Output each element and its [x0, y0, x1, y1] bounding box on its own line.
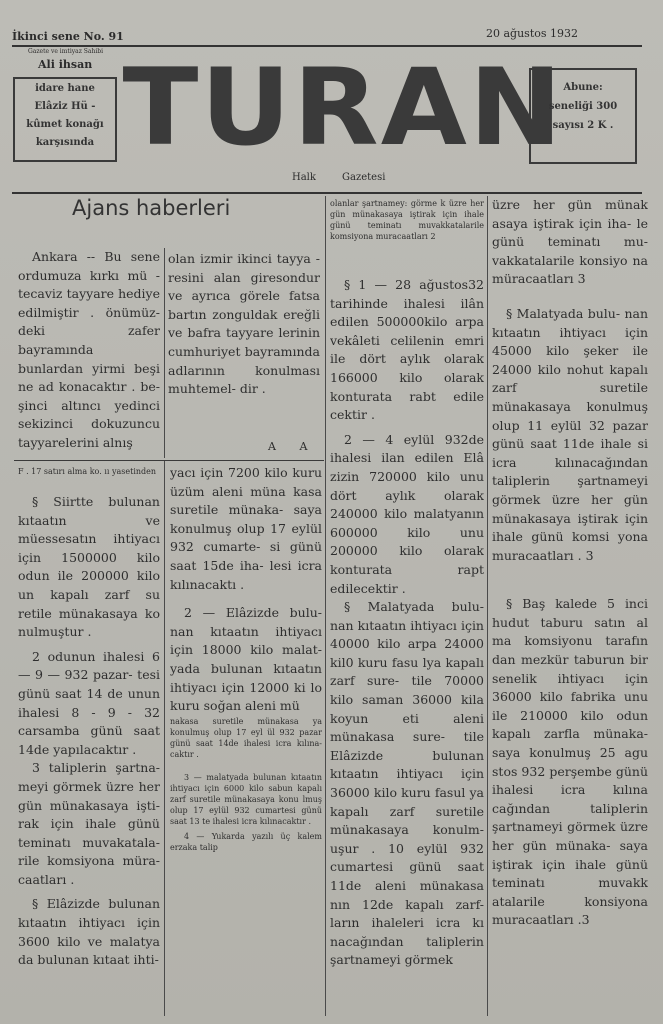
- subscription-box: [529, 68, 637, 164]
- article-tayyare-col1: [18, 248, 160, 460]
- article-text: 2 odunun ihalesi 6 — 9 — 932 pazar- tesi günü saat 14 de unun ihalesi 8 - 9 - 32 carsamba günü saat 14de yapılacaktır .: [18, 648, 160, 757]
- article-rule: [14, 460, 324, 461]
- column-rule: [164, 460, 165, 1016]
- address-box: [13, 77, 117, 162]
- article-text: nakasa suretile münakasa ya konulmuş olup 17 eyl ül 932 pazar günü saat 14de ihalesi icra kılına- caktır .: [170, 716, 322, 759]
- article-tayyare-col2: [168, 250, 320, 440]
- column-rule: [164, 248, 165, 458]
- subtitle-left: Halk: [292, 172, 316, 183]
- article-text: yacı için 7200 kilo kuru üzüm aleni müna kasa suretile münaka- saya konulmuş olup 17 eylül 932 cumarte- si günü saat 15de iha- lesi icra kılınacaktı .: [170, 465, 322, 592]
- owner-label: Gazete ve imtiyaz Sahibi: [28, 48, 104, 55]
- article-text: 3 — malatyada bulunan kıtaatın ihtiyacı için 6000 kilo sabun kapalı zarf suretile münakasaya konu lmuş olup 17 eylül 932 cumartesi günü saat 13 te ihalesi icra kılınacaktır .: [170, 772, 322, 826]
- address-line: Elâziz Hü -: [34, 101, 96, 112]
- article-text: § Malatyada bulu- nan kıtaatın ihtiyacı için 45000 kilo şeker ile 24000 kilo nohut kapalı zarf suretile münakasaya konulmuş olup 11 eylül 32 pazar günü saat 11de ihale si icra kılınacağından taliplerin şartnameyi görmek üzre her gün münakasaya iştirak için ihale günü komsi yona muracaatları . 3: [492, 305, 648, 563]
- article-text: 2 — Elâzizde bulu- nan kıtaatın ihtiyacı için 18000 kilo malat- yada bulunan kıtaatın ihtiyacı için 12000 ki lo kuru soğan aleni mü: [170, 605, 322, 714]
- address-line: idare hane: [35, 83, 95, 94]
- section-title: Ajans haberleri: [72, 196, 231, 220]
- article-arpa: [330, 276, 484, 1014]
- subscription-line: sayısı 2 K .: [552, 120, 614, 131]
- article-text: § Baş kalede 5 inci hudut taburu satın al ma komsiyonu tarafın dan mezkür taburun bir senelik ihtiyacı için 36000 kilo fabrika unu ile 210000 kilo odun kapalı zarfla münaka- saya konulmuş 25 agu stos 932 perşembe günü ihalesi icra kılına cağından taliplerin şartnameyi görmek üzre her gün münaka- saya iştirak için ihale günü teminatı muvakk atalarile konsiyona muracaatları .3: [492, 596, 648, 928]
- article-text: § Siirtte bulunan kıtaatın ve müessesatın ihtiyacı için 1500000 kilo odun ile 200000 kilo un kapalı zarf su retile münakasaya ko nulmuştur .: [18, 494, 160, 640]
- article-text: 2 — 4 eylül 932de ihalesi ilan edilen Elâ zizin 720000 kilo unu dört aylık olarak 240000 kilo malatyanın 600000 kilo unu 200000 kilo olarak konturata rapt edilecektir .: [330, 431, 484, 596]
- subscription-line: seneliği 300: [548, 101, 618, 112]
- address-line: karşısında: [35, 137, 95, 148]
- article-text: olan izmir ikinci tayya - resini alan giresondur ve ayrıca görele fatsa bartın zonguldak ereğli ve bafra tayyare lerinin cumhuriyet bayramında adlarının konulması muhtemel- dir .: [168, 251, 320, 397]
- address-line: kûmet konağı: [26, 119, 104, 130]
- column-rule: [325, 196, 326, 1016]
- article-text: olanlar şartnamey: görme k üzre her gün münakasaya iştirak için ihale günü teminatı muvakkatalarile komsiyona muracaatları 2: [330, 199, 484, 241]
- issue-date: 20 ağustos 1932: [486, 27, 579, 40]
- header-rule: [12, 192, 642, 194]
- col1-note: [18, 466, 160, 490]
- agency-signature: A A: [268, 440, 308, 453]
- article-seker: [492, 196, 648, 1014]
- article-text: § Malatyada bulu- nan kıtaatın ihtiyacı için 40000 kilo arpa 24000 kil0 kuru fasu lya kapalı zarf sure- tile 70000 kilo saman 36000 kila koyun eti aleni münakasa sure- tile Elâzizde bulunan kıtaatın ihtiyacı için 36000 kilo kuru fasul ya kapalı zarf suretile münakasaya konulm- uşur . 10 eylül 932 cumartesi günü saat 11de aleni münakasa nın 12de kapalı zarf- ların ihaleleri icra kı nacağından taliplerin şartnameyi görmek: [330, 599, 484, 968]
- article-siirt: [18, 493, 160, 1013]
- owner-name: Ali ihsan: [38, 58, 93, 71]
- article-text: § 1 — 28 ağustos32 tarihinde ihalesi ilân edilen 500000kilo arpa vekâleti celilenin emri ile dört aylık olarak 166000 kilo olarak konturata rabt edile cektir .: [330, 277, 484, 423]
- note-text: F . 17 satırı alma ko. ıı yasetinden: [18, 467, 157, 476]
- subscription-line: Abune:: [563, 82, 603, 93]
- article-text: § Elâzizde bulunan kıtaatın ihtiyacı için 3600 kilo ve malatya da bulunan kıtaat ihti-: [18, 896, 160, 968]
- article-text: üzre her gün münak asaya iştirak için iha- le günü teminatı mu- vakkatalarile konsiyo na müracaatları 3: [492, 197, 648, 287]
- article-text: 3 taliplerin şartna- meyi görmek üzre her gün münakasaya işti- rak için ihale günü teminatı muvakatala- rile komsiyona müra- caatları .: [18, 760, 160, 887]
- article-uzum: [170, 464, 322, 1014]
- article-text: 4 — Yukarda yazılı üç kalem erzaka talip: [170, 831, 322, 852]
- column-rule: [487, 196, 488, 1016]
- issue-number: İkinci sene No. 91: [12, 30, 124, 43]
- subtitle-right: Gazetesi: [342, 172, 386, 183]
- article-text: Ankara -- Bu sene ordumuza kırkı mü - tecaviz tayyare hediye edilmiştir . önümüz- deki zafer bayramında bunlardan yirmi beşi ne ad konacaktır . be- şinci altıncı yedinci sekizinci dokuzuncu tayyarelerini alnış: [18, 249, 160, 450]
- col3-small-print: [330, 198, 484, 276]
- article-small-print: [170, 716, 322, 853]
- masthead-title: TURAN: [122, 46, 565, 169]
